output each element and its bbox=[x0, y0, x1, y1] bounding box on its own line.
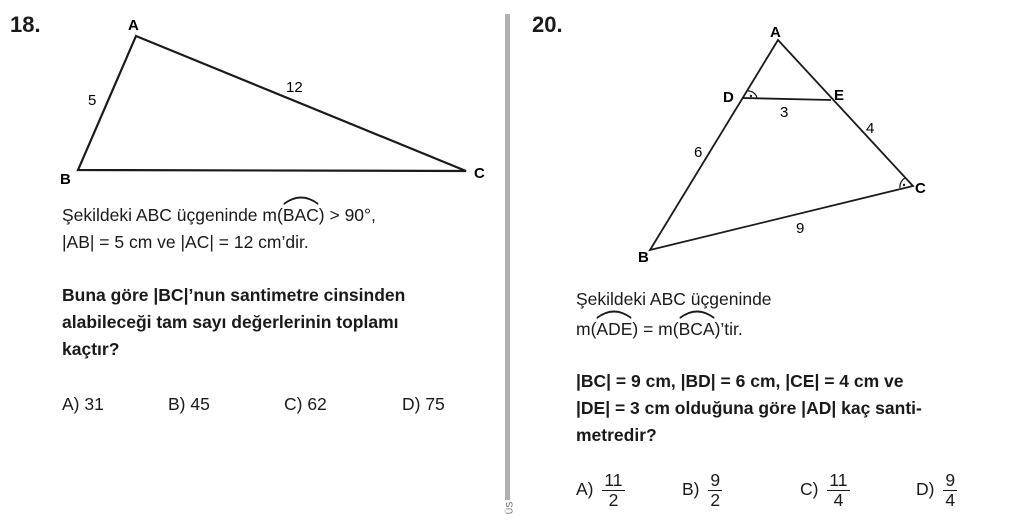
side-ac-label: 12 bbox=[286, 79, 303, 96]
eq-text: = m bbox=[638, 319, 673, 339]
q18-option-c[interactable]: C) 62 bbox=[284, 394, 327, 414]
vertex-a-label: A bbox=[128, 17, 139, 34]
margin-mark: ÜS bbox=[504, 501, 515, 515]
fraction-denominator: 2 bbox=[710, 490, 721, 510]
segment-de bbox=[743, 98, 831, 100]
angle-hat-icon bbox=[596, 309, 632, 319]
q18-question-line1: Buna göre |BC|’nun santimetre cinsinden bbox=[62, 285, 406, 305]
option-letter: B) bbox=[682, 479, 700, 500]
q20-question-line1: |BC| = 9 cm, |BD| = 6 cm, |CE| = 4 cm ve bbox=[576, 371, 904, 391]
q20-option-b[interactable] bbox=[682, 471, 722, 510]
option-letter: C) bbox=[800, 479, 819, 500]
q20-question-line2: |DE| = 3 cm olduğuna göre |AD| kaç santi- bbox=[576, 398, 922, 418]
q20-option-d[interactable] bbox=[916, 471, 957, 510]
angle-ade: (ADE ) bbox=[591, 319, 639, 339]
angle-bca: (BCA ) bbox=[673, 319, 721, 339]
vertex-e-label: E bbox=[834, 87, 845, 104]
angle-text: ADE bbox=[596, 319, 633, 339]
stem-ineq: > 90°, bbox=[324, 205, 376, 225]
m-text: m bbox=[576, 319, 591, 339]
vertex-b-label: B bbox=[60, 171, 71, 188]
q20-question-line3: metredir? bbox=[576, 425, 657, 445]
q20-stem-line2 bbox=[576, 316, 743, 343]
side-bc-label: 9 bbox=[796, 220, 805, 237]
q20-stem-line1: Şekildeki ABC üçgeninde bbox=[576, 289, 772, 309]
angle-d-arc-icon bbox=[748, 91, 757, 98]
side-bd-label: 6 bbox=[694, 144, 703, 161]
angle-c-arc-icon bbox=[900, 178, 905, 188]
angle-c-dot-icon bbox=[903, 184, 905, 186]
fraction-numerator: 11 bbox=[829, 470, 848, 490]
option-fraction bbox=[708, 471, 722, 510]
fraction-denominator: 4 bbox=[945, 490, 956, 510]
q18-option-d[interactable]: D) 75 bbox=[402, 394, 445, 414]
fraction-numerator: 11 bbox=[604, 470, 623, 490]
fraction-denominator: 4 bbox=[833, 490, 844, 510]
angle-bac: (BAC ) bbox=[277, 205, 325, 225]
q18-question-line3: kaçtır? bbox=[62, 339, 120, 359]
vertex-d-label: D bbox=[723, 89, 734, 106]
angle-text: BCA bbox=[678, 319, 715, 339]
q18-option-a[interactable]: A) 31 bbox=[62, 394, 104, 414]
q20-option-c[interactable] bbox=[800, 471, 850, 510]
fraction-numerator: 9 bbox=[945, 470, 956, 490]
q20-option-a[interactable] bbox=[576, 471, 625, 510]
post-text: ’tir. bbox=[720, 319, 743, 339]
vertex-a-label-20: A bbox=[770, 24, 781, 41]
fraction-denominator: 2 bbox=[608, 490, 619, 510]
option-fraction bbox=[602, 471, 624, 510]
question-number-20: 20. bbox=[532, 12, 563, 37]
vertex-c-label-20: C bbox=[915, 180, 926, 197]
triangle-abc-20 bbox=[650, 40, 913, 250]
side-ab-label: 5 bbox=[88, 92, 97, 109]
angle-hat-icon bbox=[679, 309, 715, 319]
question-number-18: 18. bbox=[10, 12, 41, 37]
stem-text: Şekildeki ABC üçgeninde m bbox=[62, 205, 277, 225]
option-letter: A) bbox=[576, 479, 594, 500]
q18-option-b[interactable]: B) 45 bbox=[168, 394, 210, 414]
vertex-c-label: C bbox=[474, 165, 485, 182]
q18-stem-line2: |AB| = 5 cm ve |AC| = 12 cm’dir. bbox=[62, 232, 309, 252]
q18-question-line2: alabileceği tam sayı değerlerinin toplamı bbox=[62, 312, 399, 332]
fraction-numerator: 9 bbox=[710, 470, 721, 490]
vertex-b-label-20: B bbox=[638, 249, 649, 266]
option-fraction bbox=[943, 471, 957, 510]
side-de-label: 3 bbox=[780, 104, 789, 121]
option-letter: D) bbox=[916, 479, 935, 500]
angle-d-dot-icon bbox=[750, 95, 752, 97]
angle-text: BAC bbox=[282, 205, 319, 225]
side-ec-label: 4 bbox=[866, 120, 875, 137]
option-fraction bbox=[827, 471, 849, 510]
